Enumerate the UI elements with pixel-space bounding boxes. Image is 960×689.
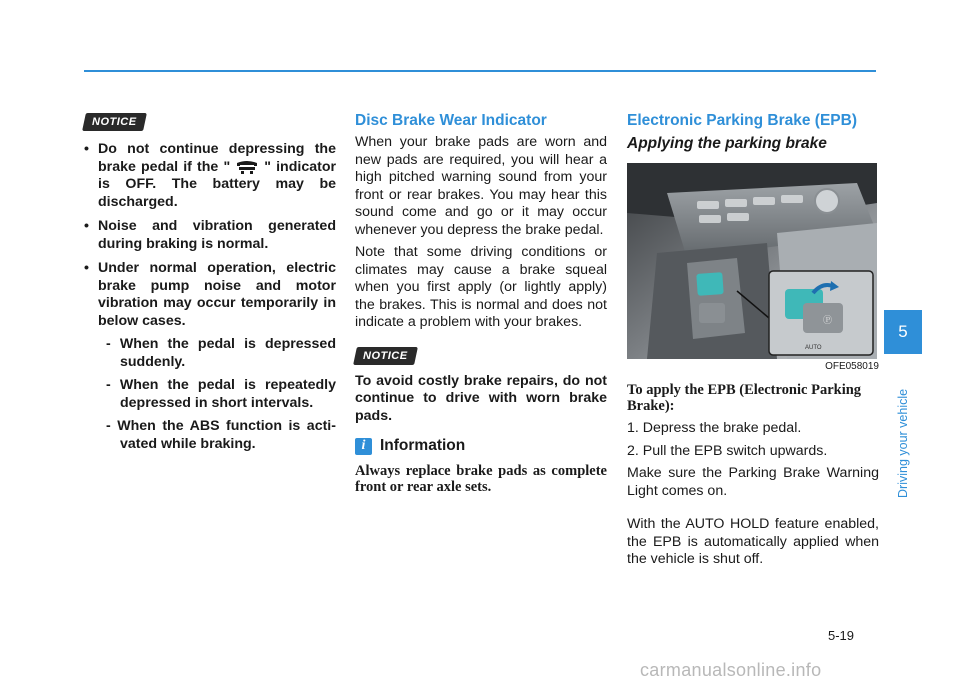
sub-list-item: - When the pedal is depressed suddenly. <box>106 336 336 370</box>
epb-console-photo <box>627 163 877 359</box>
info-icon: i <box>355 438 372 455</box>
chapter-tab: 5 <box>884 310 922 354</box>
step-2: 2. Pull the EPB switch upwards. <box>627 442 828 459</box>
svg-text:Ⓟ: Ⓟ <box>823 315 833 325</box>
notice-list <box>84 141 336 453</box>
paragraph: Make sure the Parking Brake Warning Light comes on. <box>627 465 879 499</box>
section-heading-epb: Electronic Parking Brake (EPB) <box>627 112 857 129</box>
step-title: To apply the EPB (Electronic Parking Brake): <box>627 382 862 414</box>
step-1: 1. Depress the brake pedal. <box>627 420 802 436</box>
list-item: • Noise and vibration generated during braking is normal. <box>84 218 336 253</box>
column-epb <box>627 112 879 574</box>
paragraph: Note that some driving conditions or climates may cause a brake squeal when you first apply (or lightly apply) the brakes. This is normal and does not indicate a problem with your brakes. <box>355 244 607 330</box>
console-illustration <box>627 163 877 359</box>
notice-badge: NOTICE <box>353 347 417 365</box>
sub-list-item: - When the pedal is repeatedly depressed in short intervals. <box>106 377 336 411</box>
notice-badge: NOTICE <box>82 113 146 131</box>
auto-label: AUTO <box>805 345 822 351</box>
chapter-label: Driving your vehicle <box>896 388 910 498</box>
column-disc-brake <box>355 112 607 495</box>
watermark: carmanualsonline.info <box>640 660 822 680</box>
section-heading-disc-brake: Disc Brake Wear Indicator <box>355 112 547 129</box>
information-title: Information <box>380 437 466 454</box>
notice-text: To avoid costly brake repairs, do not continue to drive with worn brake pads. <box>355 372 607 424</box>
subheading-applying: Applying the parking brake <box>627 135 827 152</box>
sub-list <box>98 336 336 453</box>
information-text: Always replace brake pads as complete front or rear axle sets. <box>355 463 607 495</box>
information-header <box>355 437 607 455</box>
list-item: • Under normal operation, electric brake pump noise and motor vibration may occur temporarily in below cases. - When the pedal is depressed suddenly. - When the pedal is repeatedly depressed in short intervals. - When the ABS function is activated while braking. <box>84 260 336 453</box>
paragraph: With the AUTO HOLD feature enabled, the EPB is automatically applied when the vehicle is shut off. <box>627 516 879 567</box>
brake-warning-icon <box>234 160 260 174</box>
sub-list-item: - When the ABS function is activated while braking. <box>106 418 336 452</box>
column-notice-brake <box>84 112 336 460</box>
page-number: 5-19 <box>828 628 855 643</box>
header-rule <box>84 70 876 72</box>
photo-caption: OFE058019 <box>825 361 879 372</box>
list-item: • Do not continue depressing the brake pedal if the " " indicator is OFF. The battery may be discharged. <box>84 141 336 211</box>
paragraph: When your brake pads are worn and new pads are required, you will hear a high pitched warning sound from your front or rear brakes. You may hear this sound come and go or it may occur whenever you depress the brake pedal. <box>355 134 607 238</box>
